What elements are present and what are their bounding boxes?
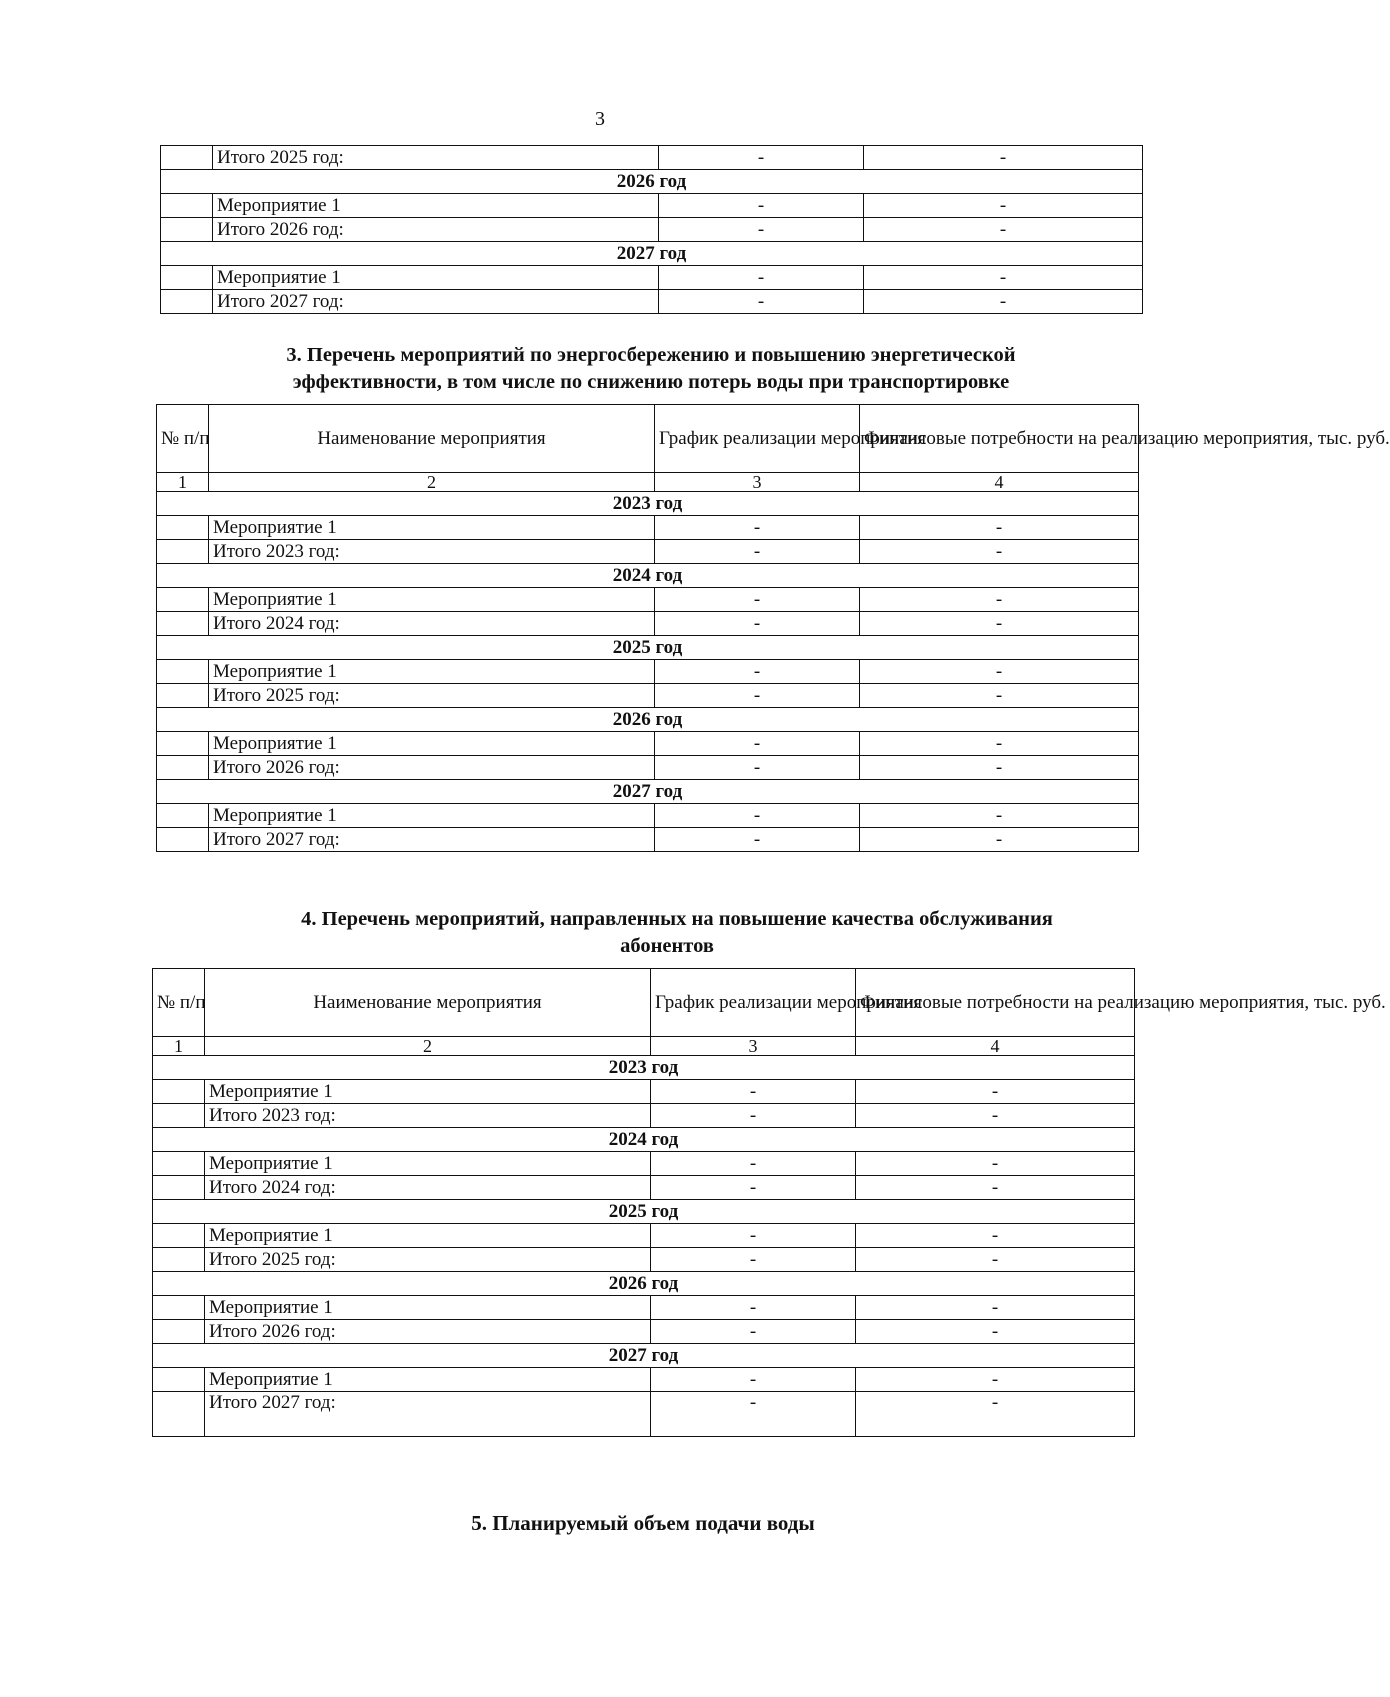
num-cell (157, 588, 209, 612)
num-cell (153, 1368, 205, 1392)
num-cell (153, 1248, 205, 1272)
num-cell (153, 1080, 205, 1104)
activity-row (153, 1296, 1135, 1320)
activity-name: Мероприятие 1 (205, 1368, 651, 1392)
header-num: № п/п (153, 969, 205, 1037)
num-cell (161, 218, 213, 242)
year-row (153, 1344, 1135, 1368)
schedule-cell: - (655, 660, 860, 684)
total-row (161, 146, 1143, 170)
activity-name: Итого 2026 год: (205, 1320, 651, 1344)
year-row (157, 780, 1139, 804)
year-row (157, 708, 1139, 732)
finance-cell: - (860, 540, 1139, 564)
section-4-table (152, 968, 1386, 1437)
schedule-cell: - (655, 756, 860, 780)
section-3-title-line-1: 3. Перечень мероприятий по энергосбережению и повышению энергетической (286, 344, 1016, 366)
finance-cell: - (856, 1152, 1135, 1176)
year-label: 2027 год (161, 242, 1143, 266)
schedule-cell: - (655, 516, 860, 540)
num-cell (153, 1320, 205, 1344)
activity-row (157, 588, 1139, 612)
activity-name: Мероприятие 1 (205, 1152, 651, 1176)
total-row (157, 756, 1139, 780)
activity-name: Мероприятие 1 (205, 1080, 651, 1104)
finance-cell: - (856, 1296, 1135, 1320)
year-label: 2027 год (153, 1344, 1135, 1368)
schedule-cell: - (651, 1104, 856, 1128)
finance-cell: - (860, 828, 1139, 852)
activity-row (157, 732, 1139, 756)
page-number: 3 (595, 108, 605, 130)
schedule-cell: - (659, 146, 864, 170)
schedule-cell: - (655, 732, 860, 756)
column-number: 2 (205, 1037, 651, 1056)
schedule-cell: - (655, 540, 860, 564)
year-label: 2026 год (153, 1272, 1135, 1296)
section-4-title (232, 906, 1122, 960)
year-row (161, 170, 1143, 194)
activity-name: Мероприятие 1 (213, 266, 659, 290)
num-cell (157, 756, 209, 780)
num-cell (153, 1152, 205, 1176)
year-label: 2027 год (157, 780, 1139, 804)
continued-table (160, 145, 1143, 314)
activity-name: Мероприятие 1 (209, 588, 655, 612)
schedule-cell: - (655, 828, 860, 852)
total-row (161, 218, 1143, 242)
finance-cell: - (860, 516, 1139, 540)
year-row (161, 242, 1143, 266)
section-3-title-line-2: эффективности, в том числе по снижению потерь воды при транспортировке (292, 371, 1010, 393)
year-label: 2023 год (157, 492, 1139, 516)
activity-row (153, 1224, 1135, 1248)
finance-cell: - (864, 146, 1143, 170)
section-4-header-row (153, 969, 1135, 1037)
column-number: 2 (209, 473, 655, 492)
header-name: Наименование мероприятия (205, 969, 651, 1037)
activity-row (153, 1080, 1135, 1104)
year-label: 2025 год (153, 1200, 1135, 1224)
finance-cell: - (860, 684, 1139, 708)
activity-row (161, 194, 1143, 218)
activity-row (157, 660, 1139, 684)
total-row (153, 1248, 1135, 1272)
year-label: 2026 год (157, 708, 1139, 732)
header-name: Наименование мероприятия (209, 405, 655, 473)
activity-row (157, 804, 1139, 828)
continued-table-body (161, 146, 1143, 314)
year-label: 2024 год (153, 1128, 1135, 1152)
num-cell (153, 1296, 205, 1320)
schedule-cell: - (651, 1392, 856, 1437)
activity-name: Итого 2026 год: (209, 756, 655, 780)
finance-cell: - (856, 1176, 1135, 1200)
schedule-cell: - (651, 1152, 856, 1176)
schedule-cell: - (655, 612, 860, 636)
section-4-table-body (153, 1056, 1135, 1437)
year-row (153, 1200, 1135, 1224)
activity-name: Мероприятие 1 (209, 660, 655, 684)
num-cell (157, 660, 209, 684)
activity-row (153, 1368, 1135, 1392)
year-row (157, 492, 1139, 516)
activity-name: Итого 2023 год: (205, 1104, 651, 1128)
schedule-cell: - (659, 194, 864, 218)
year-row (157, 636, 1139, 660)
header-finance: Финансовые потребности на реализацию мероприятия, тыс. руб. (856, 969, 1135, 1037)
activity-name: Итого 2025 год: (205, 1248, 651, 1272)
column-number: 1 (153, 1037, 205, 1056)
schedule-cell: - (651, 1320, 856, 1344)
schedule-cell: - (651, 1080, 856, 1104)
schedule-cell: - (651, 1296, 856, 1320)
section-4-column-numbers (153, 1037, 1135, 1056)
column-number: 4 (860, 473, 1139, 492)
total-row (157, 828, 1139, 852)
total-row (157, 540, 1139, 564)
schedule-cell: - (659, 266, 864, 290)
num-cell (161, 146, 213, 170)
year-row (153, 1272, 1135, 1296)
num-cell (153, 1176, 205, 1200)
year-row (153, 1056, 1135, 1080)
activity-row (153, 1152, 1135, 1176)
activity-name: Итого 2025 год: (213, 146, 659, 170)
total-row (157, 684, 1139, 708)
total-row (153, 1176, 1135, 1200)
schedule-cell: - (651, 1368, 856, 1392)
total-row (157, 612, 1139, 636)
num-cell (153, 1224, 205, 1248)
section-3-table (156, 404, 1390, 852)
finance-cell: - (856, 1104, 1135, 1128)
year-row (153, 1128, 1135, 1152)
finance-cell: - (860, 804, 1139, 828)
activity-name: Итого 2024 год: (209, 612, 655, 636)
schedule-cell: - (655, 804, 860, 828)
schedule-cell: - (651, 1176, 856, 1200)
activity-name: Мероприятие 1 (209, 804, 655, 828)
num-cell (161, 290, 213, 314)
num-cell (157, 612, 209, 636)
year-label: 2023 год (153, 1056, 1135, 1080)
schedule-cell: - (651, 1248, 856, 1272)
activity-name: Итого 2023 год: (209, 540, 655, 564)
num-cell (157, 684, 209, 708)
finance-cell: - (860, 756, 1139, 780)
header-schedule: График реализации мероприятия (655, 405, 860, 473)
total-row (153, 1104, 1135, 1128)
finance-cell: - (860, 588, 1139, 612)
num-cell (157, 516, 209, 540)
num-cell (157, 540, 209, 564)
section-3-table-body (157, 492, 1139, 852)
section-3-column-numbers (157, 473, 1139, 492)
schedule-cell: - (659, 218, 864, 242)
num-cell (153, 1104, 205, 1128)
finance-cell: - (856, 1320, 1135, 1344)
year-row (157, 564, 1139, 588)
finance-cell: - (860, 660, 1139, 684)
schedule-cell: - (659, 290, 864, 314)
finance-cell: - (856, 1080, 1135, 1104)
year-label: 2024 год (157, 564, 1139, 588)
activity-name: Мероприятие 1 (205, 1224, 651, 1248)
column-number: 4 (856, 1037, 1135, 1056)
num-cell (161, 194, 213, 218)
finance-cell: - (860, 612, 1139, 636)
activity-name: Мероприятие 1 (205, 1296, 651, 1320)
section-3-header-row (157, 405, 1139, 473)
column-number: 3 (655, 473, 860, 492)
activity-name: Итого 2027 год: (205, 1392, 651, 1437)
finance-cell: - (864, 194, 1143, 218)
activity-name: Мероприятие 1 (213, 194, 659, 218)
section-3-title (160, 342, 1142, 396)
header-num: № п/п (157, 405, 209, 473)
activity-row (157, 516, 1139, 540)
num-cell (161, 266, 213, 290)
header-schedule: График реализации мероприятия (651, 969, 856, 1037)
activity-name: Мероприятие 1 (209, 516, 655, 540)
activity-name: Итого 2027 год: (209, 828, 655, 852)
column-number: 3 (651, 1037, 856, 1056)
activity-name: Итого 2026 год: (213, 218, 659, 242)
num-cell (153, 1392, 205, 1437)
activity-name: Итого 2027 год: (213, 290, 659, 314)
activity-name: Мероприятие 1 (209, 732, 655, 756)
finance-cell: - (860, 732, 1139, 756)
activity-name: Итого 2025 год: (209, 684, 655, 708)
schedule-cell: - (651, 1224, 856, 1248)
finance-cell: - (864, 290, 1143, 314)
activity-row (161, 266, 1143, 290)
finance-cell: - (864, 218, 1143, 242)
finance-cell: - (856, 1224, 1135, 1248)
num-cell (157, 732, 209, 756)
year-label: 2026 год (161, 170, 1143, 194)
finance-cell: - (864, 266, 1143, 290)
activity-name: Итого 2024 год: (205, 1176, 651, 1200)
schedule-cell: - (655, 588, 860, 612)
num-cell (157, 804, 209, 828)
num-cell (157, 828, 209, 852)
section-4-title-line-2: абонентов (620, 935, 714, 957)
finance-cell: - (856, 1248, 1135, 1272)
finance-cell: - (856, 1392, 1135, 1437)
section-5-title: 5. Планируемый объем подачи воды (471, 1511, 815, 1535)
section-4-title-line-1: 4. Перечень мероприятий, направленных на повышение качества обслуживания (301, 908, 1053, 930)
column-number: 1 (157, 473, 209, 492)
schedule-cell: - (655, 684, 860, 708)
total-row (153, 1392, 1135, 1437)
total-row (161, 290, 1143, 314)
finance-cell: - (856, 1368, 1135, 1392)
year-label: 2025 год (157, 636, 1139, 660)
header-finance: Финансовые потребности на реализацию мероприятия, тыс. руб. (860, 405, 1139, 473)
total-row (153, 1320, 1135, 1344)
